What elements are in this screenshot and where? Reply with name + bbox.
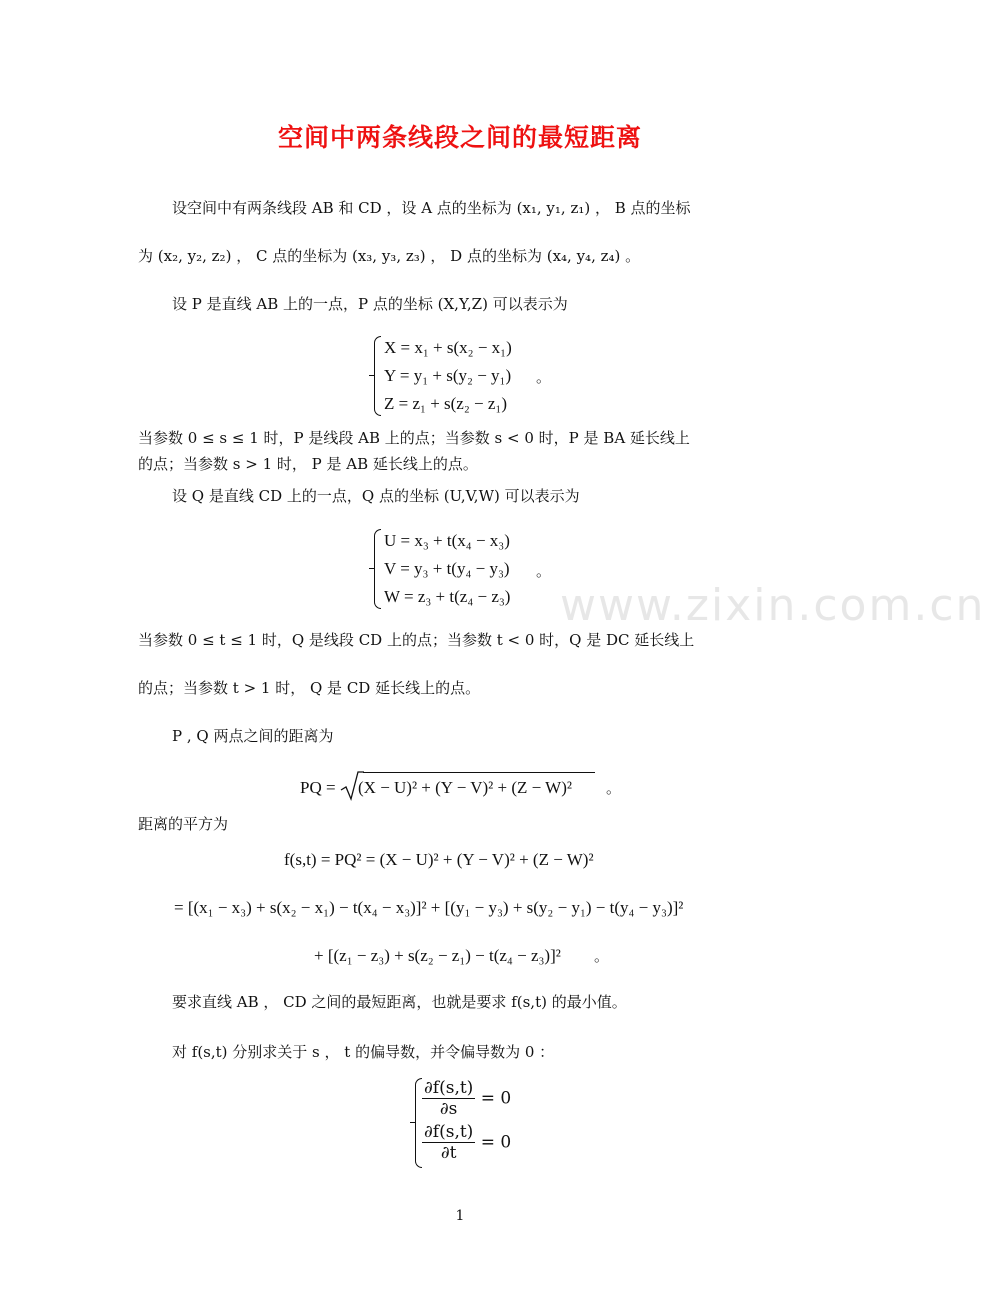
eq-Q-w: W = z₃ + t(z₄ − z₃) [384, 587, 511, 606]
eq-f-line-2: = [(x₁ − x₃) + s(x₂ − x₁) − t(x₄ − x₃)]² + [(y₁ − y₃) + s(y₂ − y₁) − t(y₄ − y₃)]² [174, 898, 684, 917]
text-line-11: 要求直线 AB ， CD 之间的最短距离，也就是要求 f(s,t) 的最小值。 [172, 993, 627, 1011]
brace-P-tip [369, 375, 374, 376]
watermark: www.zixin.com.cn [560, 580, 985, 631]
text-line-2: 为 (x₂, y₂, z₂) ， C 点的坐标为 (x₃, y₃, z₃) ， D 点的坐标为 (x₄, y₄, z₄) 。 [138, 247, 641, 265]
eq-P-end: 。 [536, 368, 552, 386]
eq-f-end: 。 [594, 947, 610, 965]
brace-partials-tip [410, 1122, 415, 1123]
eq-Q-u: U = x₃ + t(x₄ − x₃) [384, 531, 510, 550]
partial-t-fraction [422, 1122, 475, 1163]
text-line-6: 设 Q 是直线 CD 上的一点，Q 点的坐标 (U,V,W) 可以表示为 [172, 487, 580, 505]
eq-P-y: Y = y₁ + s(y₂ − y₁) [384, 366, 512, 385]
text-line-5: 的点；当参数 s > 1 时， P 是 AB 延长线上的点。 [138, 455, 478, 473]
eq-Q-v: V = y₃ + t(y₄ − y₃) [384, 559, 510, 578]
page-number: 1 [455, 1208, 465, 1224]
eq-f-line-3: + [(z₁ − z₃) + s(z₂ − z₁) − t(z₄ − z₃)]² [314, 946, 561, 965]
brace-Q [374, 529, 381, 609]
text-line-1: 设空间中有两条线段 AB 和 CD ，设 A 点的坐标为 (x₁, y₁, z₁) ， B 点的坐标 [172, 199, 691, 217]
partial-s-numerator: ∂f(s,t) [424, 1078, 474, 1098]
eq-Q-end: 。 [536, 562, 552, 580]
brace-partials [415, 1078, 422, 1168]
eq-P-z: Z = z₁ + s(z₂ − z₁) [384, 394, 508, 413]
text-line-4: 当参数 0 ≤ s ≤ 1 时，P 是线段 AB 上的点；当参数 s < 0 时，P 是 BA 延长线上 [138, 429, 690, 447]
page-title: 空间中两条线段之间的最短距离 [277, 123, 642, 152]
brace-P [374, 336, 381, 416]
partial-t-denominator: ∂t [440, 1143, 457, 1163]
text-line-9: P , Q 两点之间的距离为 [172, 727, 334, 745]
partial-s-denominator: ∂s [439, 1099, 458, 1119]
partial-t-numerator: ∂f(s,t) [424, 1122, 474, 1142]
text-line-8: 的点；当参数 t > 1 时， Q 是 CD 延长线上的点。 [138, 679, 481, 697]
eq-f-line-1: f(s,t) = PQ² = (X − U)² + (Y − V)² + (Z − W)² [284, 850, 594, 869]
eq-P-x: X = x₁ + s(x₂ − x₁) [384, 338, 512, 357]
partial-s-eq [422, 1078, 511, 1119]
brace-Q-tip [369, 568, 374, 569]
eq-PQ-end: 。 [606, 779, 622, 797]
text-line-7: 当参数 0 ≤ t ≤ 1 时，Q 是线段 CD 上的点；当参数 t < 0 时，Q 是 DC 延长线上 [138, 631, 695, 649]
eq-PQ-left: PQ = [300, 778, 336, 797]
partial-t-rhs: = 0 [480, 1132, 512, 1153]
partial-s-rhs: = 0 [480, 1088, 512, 1109]
text-line-10: 距离的平方为 [138, 815, 229, 833]
text-line-12: 对 f(s,t) 分别求关于 s ， t 的偏导数，并令偏导数为 0 ： [172, 1043, 555, 1061]
eq-PQ-radicand: (X − U)² + (Y − V)² + (Z − W)² [358, 778, 572, 797]
sqrt-vinculum [363, 772, 595, 773]
partial-s-fraction [422, 1078, 475, 1119]
partial-t-eq [422, 1122, 511, 1163]
text-line-3: 设 P 是直线 AB 上的一点，P 点的坐标 (X,Y,Z) 可以表示为 [172, 295, 568, 313]
